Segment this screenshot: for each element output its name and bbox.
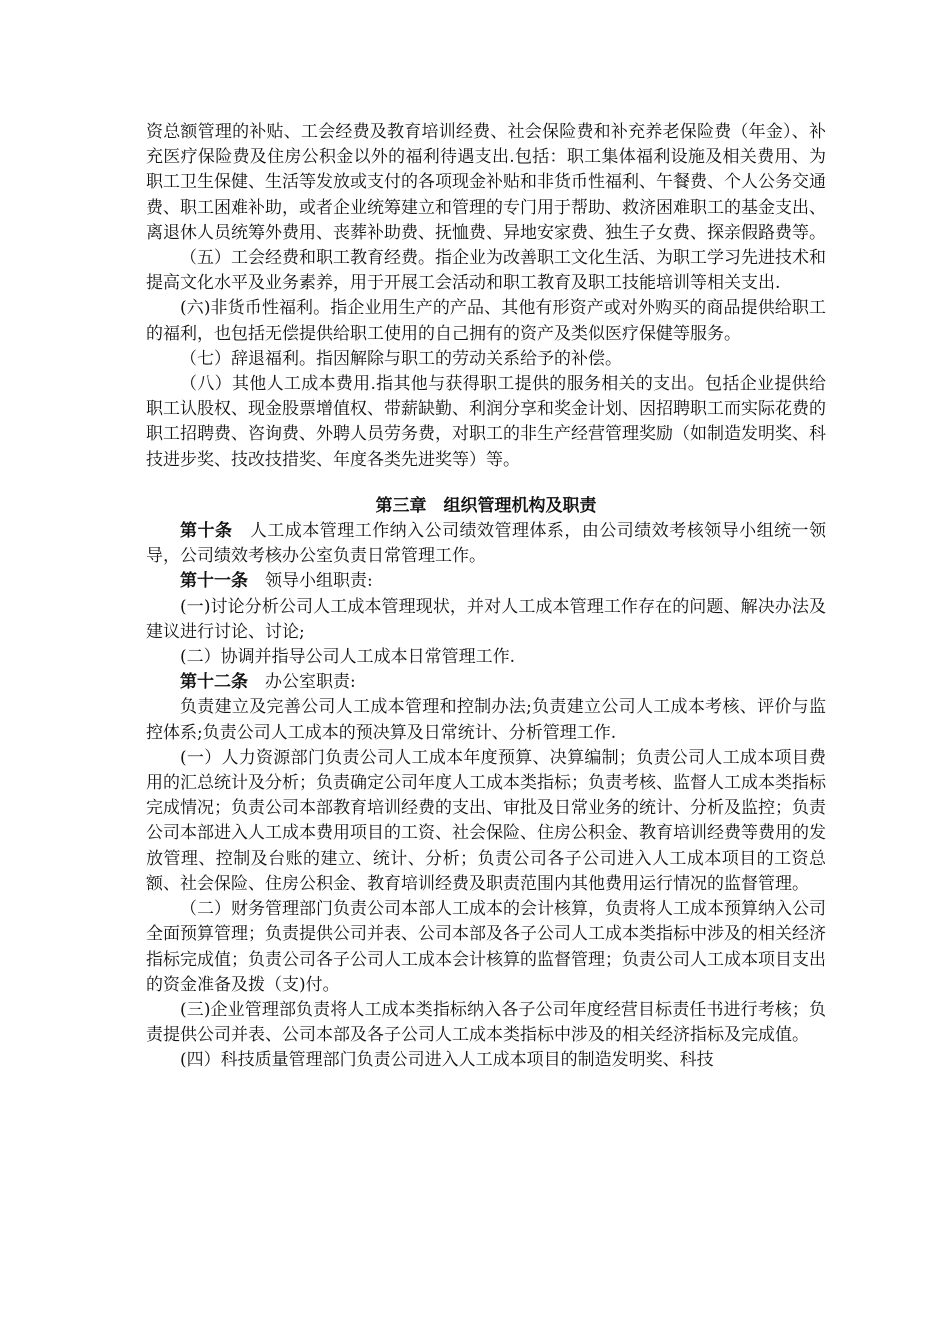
article-12-item-1: 负责建立及完善公司人工成本管理和控制办法;负责建立公司人工成本考核、评价与监控体系;负责公司人工成本的预决算及日常统计、分析管理工作. bbox=[146, 697, 826, 743]
article-12-label: 第十二条 bbox=[180, 672, 248, 693]
document-page bbox=[146, 120, 826, 1074]
article-12-item-4: (三)企业管理部负责将人工成本类指标纳入各子公司年度经营目标责任书进行考核；负责提供公司并表、公司本部及各子公司人工成本类指标中涉及的相关经济指标及完成值。 bbox=[146, 999, 826, 1046]
paragraph-union-education-funds: （五）工会经费和职工教育经费。指企业为改善职工文化生活、为职工学习先进技术和提高文化水平及业务素养，用于开展工会活动和职工教育及职工技能培训等相关支出. bbox=[146, 248, 826, 294]
article-12-item-2: (一）人力资源部门负责公司人工成本年度预算、决算编制；负责公司人工成本项目费用的汇总统计及分析；负责确定公司年度人工成本类指标；负责考核、监督人工成本类指标完成情况；负责公司本部教育培训经费的支出、审批及日常业务的统计、分析及监控；负责公司本部进入人工成本费用项目的工资、社会保险、住房公积金、教育培训经费等费用的发放管理、控制及台账的建立、统计、分析；负责公司各子公司进入人工成本项目的工资总额、社会保险、住房公积金、教育培训经费及职责范围内其他费用运行情况的监督管理。 bbox=[146, 747, 826, 894]
paragraph-non-monetary-welfare: (六)非货币性福利。指企业用生产的产品、其他有形资产或对外购买的商品提供给职工的福利，也包括无偿提供给职工使用的自己拥有的资产及类似医疗保健等服务。 bbox=[146, 298, 826, 344]
article-12-text: 办公室职责: bbox=[248, 672, 356, 693]
paragraph-other-labor-costs: （八）其他人工成本费用.指其他与获得职工提供的服务相关的支出。包括企业提供给职工认股权、现金股票增值权、带薪缺勤、利润分享和奖金计划、因招聘职工而实际花费的职工招聘费、咨询费、外聘人员劳务费，对职工的非生产经营管理奖励（如制造发明奖、科技进步奖、技改技措奖、年度各类先进奖等）等。 bbox=[146, 374, 826, 470]
paragraph-welfare-items: 资总额管理的补贴、工会经费及教育培训经费、社会保险费和补充养老保险费（年金）、补充医疗保险费及住房公积金以外的福利待遇支出.包括：职工集体福利设施及相关费用、为职工卫生保健、生活等发放或支付的各项现金补贴和非货币性福利、午餐费、个人公务交通费、职工困难补助，或者企业统筹建立和管理的专门用于帮助、救济困难职工的基金支出、离退休人员统筹外费用、丧葬补助费、抚恤费、异地安家费、独生子女费、探亲假路费等。 bbox=[146, 122, 826, 243]
article-10-label: 第十条 bbox=[180, 521, 233, 542]
article-12 bbox=[146, 670, 826, 695]
article-11-label: 第十一条 bbox=[180, 571, 248, 592]
article-10 bbox=[146, 519, 826, 569]
article-11-text: 领导小组职责: bbox=[248, 571, 373, 592]
article-12-item-5: (四）科技质量管理部门负责公司进入人工成本项目的制造发明奖、科技 bbox=[180, 1050, 714, 1071]
article-12-item-3: （二）财务管理部门负责公司本部人工成本的会计核算，负责将人工成本预算纳入公司全面预算管理；负责提供公司并表、公司本部及各子公司人工成本类指标中涉及的相关经济指标完成值；负责公司各子公司人工成本会计核算的监督管理；负责公司人工成本项目支出的资金准备及拨（支)付。 bbox=[146, 899, 826, 995]
article-11 bbox=[146, 569, 826, 594]
article-10-text: 人工成本管理工作纳入公司绩效管理体系，由公司绩效考核领导小组统一领导，公司绩效考核办公室负责日常管理工作。 bbox=[146, 521, 827, 567]
paragraph-dismissal-welfare: （七）辞退福利。指因解除与职工的劳动关系给予的补偿。 bbox=[180, 348, 622, 369]
chapter-title: 第三章 组织管理机构及职责 bbox=[375, 495, 597, 516]
article-11-item-1: (一)讨论分析公司人工成本管理现状，并对人工成本管理工作存在的问题、解决办法及建议进行讨论、讨论; bbox=[146, 596, 826, 642]
article-11-item-2: (二）协调并指导公司人工成本日常管理工作. bbox=[180, 647, 516, 668]
